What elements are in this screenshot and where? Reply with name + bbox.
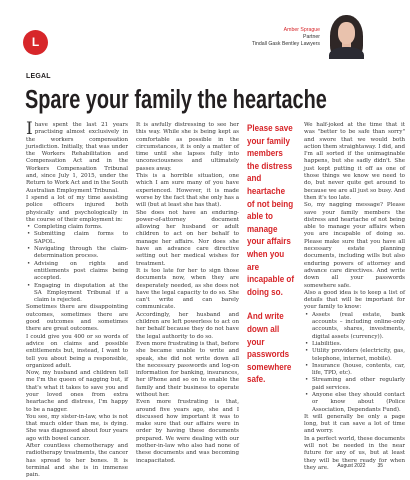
author-role: Partner [302,34,320,40]
paragraph: This is a horrible situation, one which I am sure many of you have experienced. However, it is made worse by the fact that she only has a will (but at least she has that). [136,173,239,209]
paragraph: In a perfect world, these documents will not be needed in the near future for any of us, but at least they will be there ready for when they are. [304,435,405,471]
intro-paragraph: Ihave spent the last 21 years practising almost exclusively in the workers compensation jurisdiction. Initially, that was under the Workers Rehabilitation and Compensation Act and in the Workers Compensation Tribunal and, since July 1, 2015, under the Return to Work Act and in the South Australian Employment Tribunal. [26,119,128,194]
section-label: LEGAL [26,73,51,80]
article-column-1 [26,119,128,480]
page-number: 35 [377,463,383,469]
bullet-list [304,312,405,414]
list-item: • Engaging in disputation at the SA Employment Tribunal if a claim is rejected. [26,283,128,305]
bullet-list [26,224,128,304]
paragraph: I could give you 400 or so words of advice on claims and possible entitlements but, instead, I want to tell you about being a responsible, organized adult. [26,333,128,369]
article-column-3 [304,122,405,472]
section-badge: L [23,30,48,55]
paragraph: I spend a lot of my time assisting police officers injured both physically and psychologically in the course of their employment in: [26,194,128,223]
paragraph: Sometimes there are disappointing outcomes, sometimes there are good outcomes and sometimes there are great outcomes. [26,304,128,333]
paragraph: Even more frustrating is that, around five years ago, she and I discussed how important it was to make sure that our affairs were in order by having these documents prepared. We were dealing with our mother-in-law who also had none of these documents and was becoming incapacitated. [136,399,239,464]
list-item: • Utility providers (electricity, gas, telephone, internet, mobile). [304,348,405,363]
pull-quote-text: Please save your family members the distress and heartache of not being able to manage your affairs when you are incapable of doing so. [247,122,295,297]
list-item: • Advising on rights and entitlements post claims being accepted. [26,261,128,283]
paragraph: Even more frustrating is that, before she became unable to write and speak, she did not write down all the necessary passwords and log-on information for banking, insurances, her iPhone and so on to enable the family and their business to operate without her. [136,340,239,398]
paragraph: You see, my sister-in-law, who is not that much older than me, is dying. She was diagnosed about four years ago with bowel cancer. [26,413,128,442]
paragraph: We half-joked at the time that it was "better to be safe than sorry" and swore that we would both action them straightaway. I did, and I'm all sorted if the unimaginable happens, but she sadly didn't. She just kept putting it off as one of those things we know we need to do, but never quite get around to because we are all just so busy. And then it's too late. [304,122,405,201]
article-column-2 [136,122,239,465]
author-name: Amber Sprague [283,27,320,33]
list-item: • Assets (real estate, bank accounts – including online-only accounts, shares, investments, digital assets (currency)). [304,312,405,341]
list-item: • Liabilities. [304,341,405,348]
page-footer [337,463,383,469]
author-photo [324,13,369,59]
pull-quote-text: And write down all your passwords somewhere safe. [247,310,292,385]
paragraph: After countless chemotherapy and radiotherapy treatments, the cancer has spread to her bones. It is terminal and she is in immense pain. [26,443,128,479]
paragraph: It is too late for her to sign those documents now, when they are desperately needed, as she does not have the legal capacity to do so. She can't write and can barely communicate. [136,267,239,311]
paragraph: Accordingly, her husband and children are left powerless to act on her behalf because they do not have the legal authority to do so. [136,311,239,340]
list-item: • Insurance (house, contents, car, life, TPD, etc). [304,363,405,378]
list-item: • Completing claim forms. [26,224,128,231]
drop-cap: I [26,119,33,139]
paragraph: So, my nagging message? Please save your family members the distress and heartache of not being able to manage your affairs when you are incapable of doing so. Please make sure that you have all necessary estate planning documents, including wills but also enduring powers of attorney and advance care directives. And write down all your passwords somewhere safe. [304,202,405,289]
paragraph: She does not have an enduring-power-of-attorney document allowing her husband or adult children to act on her behalf to manage her affairs. Nor does she have an advance care directive setting out her medical wishes for treatment. [136,209,239,267]
list-item: • Navigating through the claim-determination process. [26,246,128,261]
paragraph: Now, my husband and children tell me I'm the queen of nagging but, if that's what it takes to save you and your loved ones from extra heartache and distress, I'm happy to be a nagger. [26,370,128,413]
list-item: • Anyone else they should contact or know about (Police Association, Dependants Fund). [304,392,405,414]
paragraph: It will generally be only a page long, but it can save a lot of time and worry. [304,413,405,435]
list-item: • Streaming and other regularly paid services. [304,377,405,392]
author-firm: Tindall Gask Bentley Lawyers [251,41,320,47]
paragraph: It is awfully distressing to see her this way. While she is being kept as comfortable as possible in the circumstances, it is only a matter of time until she lapses fully into unconsciousness and ultimately passes away. [136,122,239,172]
pull-quote [247,122,294,386]
author-byline [252,27,320,48]
article-headline: Spare your family the heartache [25,86,327,114]
paragraph: Also a good idea is to keep a list of details that will be important for your family to know: [304,289,405,311]
issue-date: August 2022 [337,463,366,469]
list-item: • Submitting claim forms to SAPOL. [26,231,128,246]
